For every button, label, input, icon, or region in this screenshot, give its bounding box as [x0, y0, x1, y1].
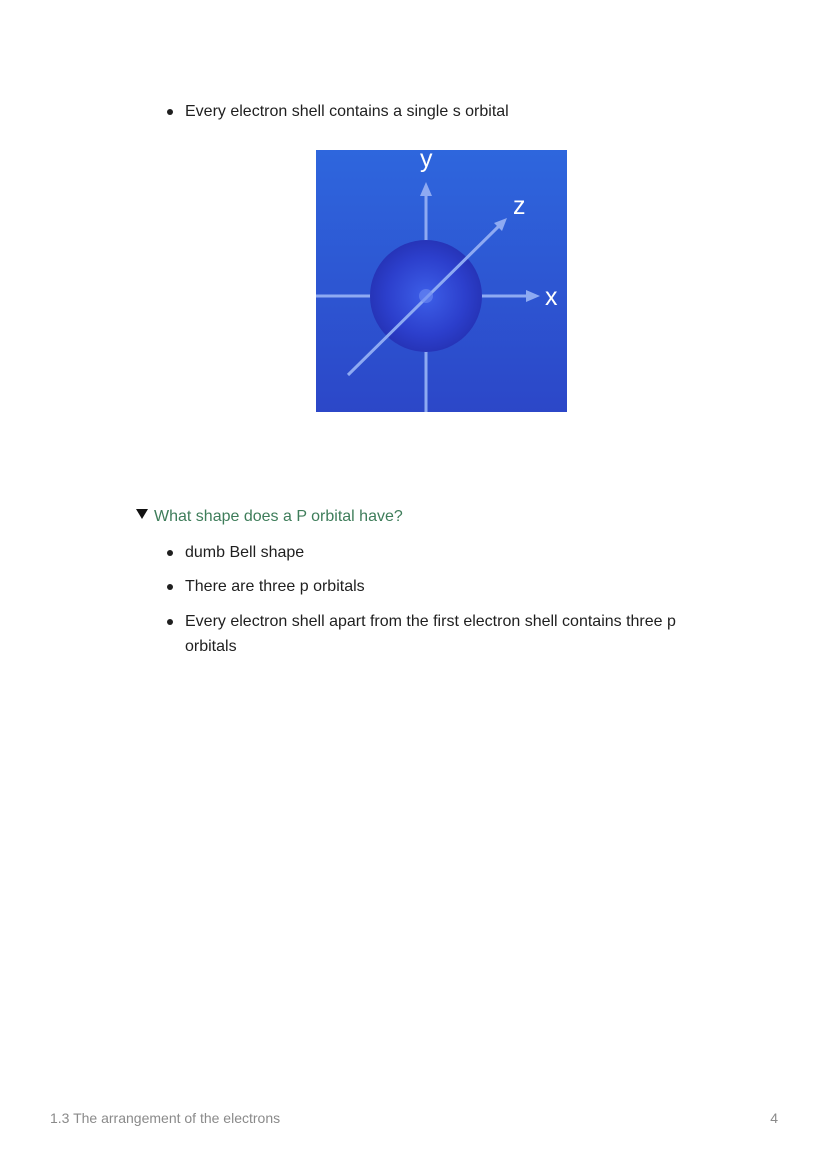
- p-orbital-toggle[interactable]: [136, 504, 403, 529]
- list-item-text: Every electron shell contains a single s orbital: [185, 103, 509, 120]
- page-number: 4: [770, 1110, 778, 1126]
- list-item-text: Every electron shell apart from the first electron shell contains three p orbitals: [185, 613, 676, 655]
- x-axis-label: x: [545, 283, 558, 311]
- list-item-text: There are three p orbitals: [185, 578, 365, 595]
- y-axis-label: y: [420, 150, 433, 173]
- list-item: [165, 574, 365, 599]
- s-orbital-image: [316, 150, 567, 412]
- list-item: [165, 540, 304, 565]
- z-axis-label: z: [513, 192, 526, 220]
- bullet-dot-icon: [167, 109, 173, 115]
- bullet-dot-icon: [167, 619, 173, 625]
- sphere-highlight: [419, 289, 433, 303]
- list-item: [165, 99, 509, 124]
- bullet-dot-icon: [167, 584, 173, 590]
- list-item: [165, 609, 710, 659]
- list-item-text: dumb Bell shape: [185, 544, 305, 561]
- triangle-down-icon: [136, 509, 148, 519]
- footer-title: 1.3 The arrangement of the electrons: [50, 1110, 281, 1126]
- bullet-dot-icon: [167, 550, 173, 556]
- toggle-label: What shape does a P orbital have?: [154, 508, 403, 525]
